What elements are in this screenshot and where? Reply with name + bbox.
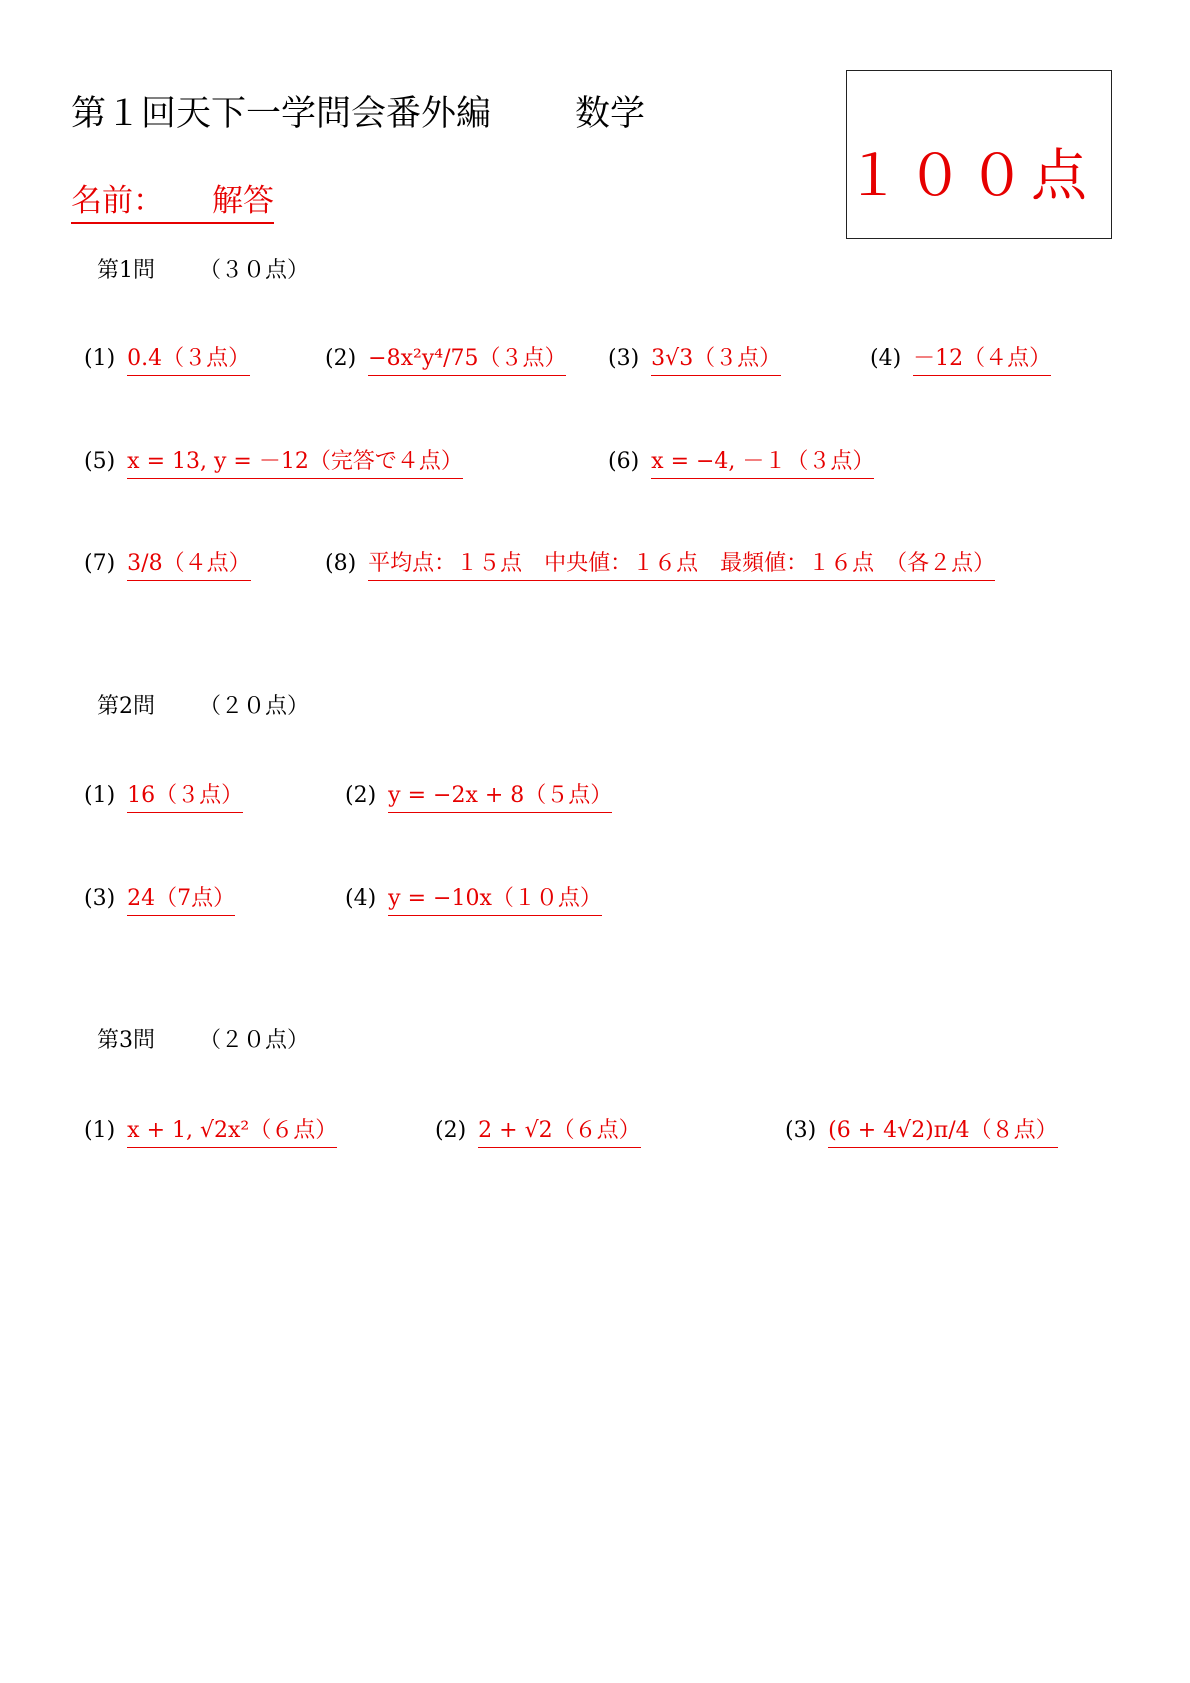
section-title: 第2問 [97, 694, 155, 719]
answer: x + 1, √2x²（６点） [127, 1116, 337, 1148]
question-number: (2) [435, 1118, 467, 1143]
question-2-4 [345, 884, 602, 916]
question-2-3 [84, 884, 235, 916]
question-number: (7) [84, 551, 116, 576]
question-number: (1) [84, 346, 116, 371]
section-title: 第3問 [97, 1028, 155, 1053]
name-label: 名前： [71, 183, 164, 219]
document-title: 第１回天下一学問会番外編 [71, 94, 492, 134]
question-3-1 [84, 1116, 337, 1148]
answer: 0.4（３点） [127, 344, 250, 376]
section-points: （２０点） [199, 694, 310, 719]
section-2-heading [97, 689, 309, 720]
answer: 3/8（４点） [127, 549, 250, 581]
question-1-8 [325, 549, 995, 581]
question-3-3 [785, 1116, 1058, 1148]
question-2-1 [84, 781, 243, 813]
question-number: (3) [785, 1118, 817, 1143]
question-1-3 [608, 344, 781, 376]
answer: x = −4, －１（３点） [651, 447, 874, 479]
question-1-1 [84, 344, 250, 376]
subject-label: 数学 [575, 94, 646, 134]
section-1-heading [97, 253, 309, 284]
question-number: (3) [608, 346, 640, 371]
question-number: (2) [345, 783, 377, 808]
answer: −8x²y⁴/75（３点） [368, 344, 566, 376]
answer: (6 + 4√2)π/4（８点） [828, 1116, 1057, 1148]
answer: 平均点：１５点 中央値：１６点 最頻値：１６点 （各２点） [368, 549, 995, 581]
question-number: (5) [84, 449, 116, 474]
question-number: (6) [608, 449, 640, 474]
name-value: 解答 [212, 183, 274, 219]
question-number: (3) [84, 886, 116, 911]
question-number: (8) [325, 551, 357, 576]
section-title: 第1問 [97, 258, 155, 283]
answer: y = −10x（１０点） [388, 884, 602, 916]
answer: －12（４点） [913, 344, 1051, 376]
answer: y = −2x + 8（５点） [388, 781, 612, 813]
answer: 16（３点） [127, 781, 243, 813]
score-box [846, 70, 1112, 239]
question-number: (1) [84, 783, 116, 808]
question-1-6 [608, 447, 874, 479]
question-number: (4) [870, 346, 902, 371]
answer: 3√3（３点） [651, 344, 781, 376]
question-number: (2) [325, 346, 357, 371]
name-field [71, 175, 274, 224]
question-number: (4) [345, 886, 377, 911]
question-1-5 [84, 447, 463, 479]
question-1-2 [325, 344, 566, 376]
total-score: １００点 [845, 144, 1093, 209]
question-2-2 [345, 781, 612, 813]
question-3-2 [435, 1116, 641, 1148]
question-number: (1) [84, 1118, 116, 1143]
answer: 2 + √2（６点） [478, 1116, 640, 1148]
section-points: （２０点） [199, 1028, 310, 1053]
answer: x = 13, y = －12（完答で４点） [127, 447, 463, 479]
section-3-heading [97, 1023, 309, 1054]
question-1-7 [84, 549, 251, 581]
question-1-4 [870, 344, 1051, 376]
answer: 24（7点） [127, 884, 235, 916]
section-points: （３０点） [199, 258, 310, 283]
